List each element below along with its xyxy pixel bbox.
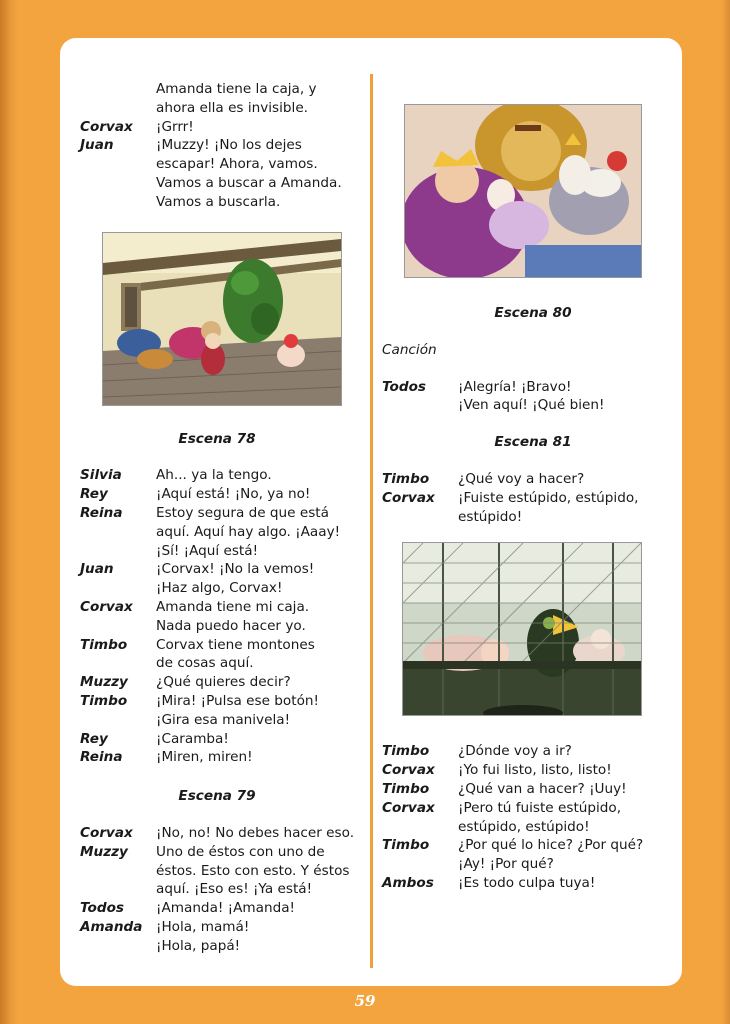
speaker-name: Corvax [80, 118, 133, 135]
dialogue-line [382, 761, 664, 780]
dialogue-text: estúpido, estúpido! [458, 818, 590, 835]
speaker-name: Corvax [382, 762, 435, 779]
scene-78-heading: Escena 78 [178, 430, 256, 447]
scene-illustration-hall [102, 232, 342, 406]
dialogue-text: ¡Alegría! ¡Bravo! [458, 378, 572, 395]
dialogue-line [382, 836, 664, 855]
dialogue-text: ¿Dónde voy a ir? [458, 743, 572, 760]
speaker-name: Corvax [80, 824, 133, 841]
dialogue-text: Amanda tiene la caja, y [156, 81, 317, 97]
dialogue-text: ¡Amanda! ¡Amanda! [156, 900, 296, 917]
dialogue-block-4 [382, 378, 664, 416]
page-number: 59 [354, 992, 376, 1010]
dialogue-line [382, 396, 664, 415]
dialogue-text: ¡Corvax! ¡No la vemos! [156, 561, 315, 578]
speaker-name: Reina [80, 749, 123, 766]
speaker-name: Rey [80, 730, 108, 747]
scene-80-heading: Escena 80 [494, 305, 572, 321]
dialogue-text: ¡Ven aquí! ¡Qué bien! [458, 397, 605, 414]
dialogue-line [382, 378, 664, 397]
dialogue-line [80, 862, 364, 881]
speaker-name: Muzzy [80, 674, 128, 691]
dialogue-text: Uno de éstos con uno de [156, 843, 325, 860]
dialogue-line [80, 730, 364, 749]
scene-79-heading: Escena 79 [178, 788, 256, 805]
dialogue-text: aquí. Aquí hay algo. ¡Aaay! [156, 523, 341, 540]
dialogue-line [80, 617, 364, 636]
scene-illustration-cage [402, 542, 642, 716]
dialogue-line [80, 523, 364, 542]
speaker-name: Timbo [382, 470, 430, 487]
speaker-name: Corvax [382, 489, 435, 506]
dialogue-text: ¡Hola, mamá! [156, 918, 250, 935]
dialogue-line [80, 880, 364, 899]
dialogue-line [80, 136, 364, 155]
dialogue-line [80, 711, 364, 730]
dialogue-text: ¡Es todo culpa tuya! [458, 874, 596, 891]
dialogue-block-3 [80, 824, 364, 956]
speaker-name: Corvax [382, 799, 435, 816]
dialogue-line [80, 692, 364, 711]
column-divider [370, 74, 373, 968]
dialogue-text: Amanda tiene mi caja. [156, 598, 310, 615]
speaker-name: Corvax [80, 598, 133, 615]
dialogue-text: aquí. ¡Eso es! ¡Ya está! [156, 881, 313, 898]
dialogue-line [382, 874, 664, 893]
speaker-name: Muzzy [80, 843, 128, 860]
dialogue-line [382, 470, 664, 489]
song-label: Canción [382, 341, 437, 358]
dialogue-line [382, 799, 664, 818]
dialogue-text: estúpido! [458, 508, 523, 525]
left-column [80, 80, 364, 956]
dialogue-line [80, 99, 364, 118]
dialogue-text: ¡Sí! ¡Aquí está! [156, 542, 259, 559]
dialogue-line [80, 899, 364, 918]
dialogue-line [80, 598, 364, 617]
dialogue-text: ¡Muzzy! ¡No los dejes [156, 137, 302, 154]
dialogue-line [80, 560, 364, 579]
dialogue-line [382, 855, 664, 874]
dialogue-text: Nada puedo hacer yo. [156, 617, 306, 634]
speaker-name: Reina [80, 504, 123, 521]
dialogue-text: ¡Yo fui listo, listo, listo! [458, 762, 612, 779]
dialogue-text: ¡Grrr! [156, 118, 194, 135]
dialogue-line [382, 742, 664, 761]
speaker-name: Ambos [382, 874, 434, 891]
speaker-name: Timbo [80, 692, 128, 709]
dialogue-line [382, 508, 664, 527]
dialogue-text: ¡Aquí está! ¡No, ya no! [156, 486, 311, 503]
speaker-name: Timbo [382, 780, 430, 797]
dialogue-line [80, 466, 364, 485]
page-edge-shadow [722, 0, 730, 1024]
speaker-name: Silvia [80, 467, 122, 484]
dialogue-line [382, 780, 664, 799]
dialogue-line [80, 636, 364, 655]
speaker-name: Timbo [80, 636, 128, 653]
dialogue-block-5 [382, 470, 664, 526]
dialogue-line [80, 654, 364, 673]
dialogue-text: ¡Mira! ¡Pulsa ese botón! [156, 692, 319, 709]
dialogue-line [80, 937, 364, 956]
dialogue-text: de cosas aquí. [156, 655, 254, 672]
dialogue-line [382, 489, 664, 508]
speaker-name: Todos [382, 378, 427, 395]
dialogue-line [80, 542, 364, 561]
dialogue-line [80, 824, 364, 843]
speaker-name: Juan [80, 137, 114, 154]
dialogue-text: ¡Hola, papá! [156, 937, 241, 954]
speaker-name: Timbo [382, 837, 430, 854]
dialogue-text: escapar! Ahora, vamos. [156, 156, 318, 173]
dialogue-text: ¿Qué quieres decir? [156, 674, 291, 691]
dialogue-text: Ah... ya la tengo. [156, 467, 272, 484]
dialogue-text: ¡Ay! ¡Por qué? [458, 856, 554, 873]
dialogue-text: Vamos a buscar a Amanda. [156, 174, 342, 191]
scene-81-heading: Escena 81 [494, 434, 572, 451]
dialogue-line [80, 155, 364, 174]
dialogue-line [80, 579, 364, 598]
dialogue-text: Estoy segura de que está [156, 504, 329, 521]
speaker-name: Amanda [80, 918, 143, 935]
dialogue-text: ¿Por qué lo hice? ¿Por qué? [458, 837, 644, 854]
dialogue-line [80, 80, 364, 99]
dialogue-line [80, 504, 364, 523]
dialogue-block-1 [80, 80, 364, 212]
dialogue-line [80, 918, 364, 937]
dialogue-text: ¿Qué van a hacer? ¡Uuy! [458, 780, 627, 797]
dialogue-text: ¡Pero tú fuiste estúpido, [458, 799, 622, 816]
dialogue-text: ¡Miren, miren! [156, 749, 253, 766]
speaker-name: Rey [80, 486, 108, 503]
dialogue-line [382, 818, 664, 837]
dialogue-text: éstos. Esto con esto. Y éstos [156, 862, 350, 879]
scene-illustration-royals [404, 104, 642, 278]
dialogue-line [80, 118, 364, 137]
dialogue-block-2 [80, 466, 364, 767]
dialogue-text: Vamos a buscarla. [156, 193, 281, 210]
dialogue-line [80, 174, 364, 193]
speaker-name: Timbo [382, 743, 430, 760]
book-binding-shadow [0, 0, 18, 1024]
dialogue-text: ¡No, no! No debes hacer eso. [156, 824, 355, 841]
dialogue-text: Corvax tiene montones [156, 636, 315, 653]
dialogue-text: ahora ella es invisible. [156, 99, 309, 116]
song-label-line [382, 341, 664, 360]
speaker-name: Todos [80, 900, 125, 917]
dialogue-text: ¡Gira esa manivela! [156, 711, 291, 728]
dialogue-line [80, 748, 364, 767]
dialogue-text: ¿Qué voy a hacer? [458, 470, 585, 487]
right-column [382, 104, 664, 893]
dialogue-line [80, 673, 364, 692]
speaker-name: Juan [80, 561, 114, 578]
dialogue-text: ¡Caramba! [156, 730, 229, 747]
dialogue-text: ¡Fuiste estúpido, estúpido, [458, 489, 639, 506]
dialogue-text: ¡Haz algo, Corvax! [156, 580, 283, 597]
dialogue-line [80, 843, 364, 862]
dialogue-line [80, 193, 364, 212]
dialogue-line [80, 485, 364, 504]
dialogue-block-6 [382, 742, 664, 892]
